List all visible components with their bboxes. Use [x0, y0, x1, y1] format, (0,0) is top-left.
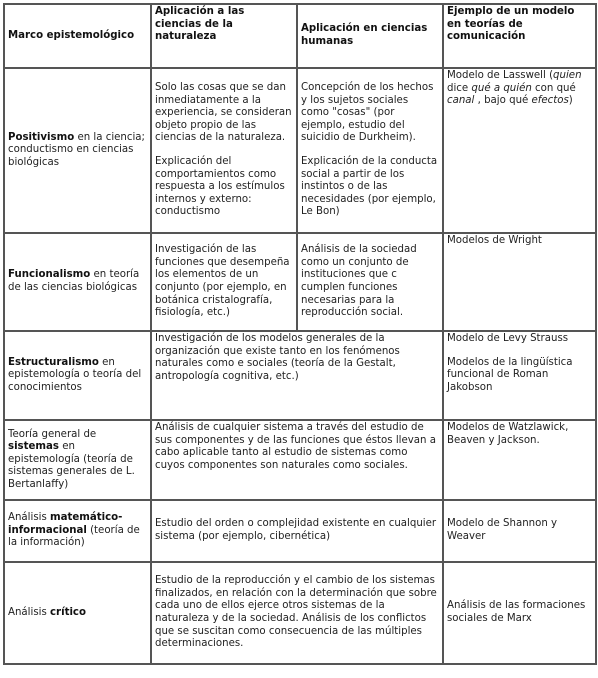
cell-humanas: Análisis de la sociedad como un conjunto de instituciones que c cumplen funciones necesarias para la reproducción social. — [297, 233, 443, 331]
marco-pre: Análisis — [8, 512, 51, 524]
cell-ejemplo: Modelos de Wright — [443, 233, 596, 331]
cell-marco — [4, 420, 151, 500]
table-row — [4, 233, 596, 331]
italic-text: efectos — [531, 95, 569, 107]
header-row — [4, 4, 596, 68]
cell-aplicacion: Investigación de los modelos generales de la organización que existe tanto en los fenómenos naturales como e sociales (teoría de la Gestalt, antropología cognitiva, etc.) — [151, 331, 443, 420]
text: con qué — [531, 82, 576, 94]
cell-ejemplo: Análisis de las formaciones sociales de Marx — [443, 562, 596, 664]
marco-bold: Positivismo — [8, 131, 75, 143]
paragraph: Modelos de la lingüística funcional de Roman Jakobson — [447, 356, 573, 393]
cell-ejemplo: Modelos de Watzlawick, Beaven y Jackson. — [443, 420, 596, 500]
paragraph: Solo las cosas que se dan inmediatamente a la experiencia, se consideran objeto propio de las ciencias de la naturaleza. — [155, 82, 292, 144]
table-row — [4, 562, 596, 664]
text: ) — [568, 95, 573, 107]
marco-rest: (teoría de la información) — [8, 524, 140, 549]
table-row — [4, 68, 596, 233]
text: Modelo de Lasswell ( — [447, 70, 554, 81]
table-container — [3, 3, 597, 665]
cell-marco — [4, 68, 151, 233]
cell-marco — [4, 331, 151, 420]
table-row — [4, 331, 596, 420]
cell-marco — [4, 500, 151, 562]
marco-rest: en la ciencia; conductismo en ciencias biológicas — [8, 131, 145, 168]
paragraph: Modelo de Levy Strauss — [447, 333, 569, 344]
cell-aplicacion: Análisis de cualquier sistema a través del estudio de sus componentes y de las funciones que éstos llevan a cabo aplicable tanto al estudio de sistemas como cuyos componentes son naturales como sociales. — [151, 420, 443, 500]
table-row — [4, 500, 596, 562]
marco-bold: crítico — [50, 606, 86, 618]
text: , bajo qué — [474, 95, 532, 107]
epistemology-table — [3, 3, 597, 665]
italic-text: qué a quién — [471, 82, 532, 94]
marco-rest: en epistemología (teoría de sistemas generales de L. Bertanlaffy) — [8, 441, 135, 490]
marco-bold: matemático-informacional — [8, 512, 123, 536]
cell-ejemplo — [443, 68, 596, 233]
cell-marco — [4, 562, 151, 664]
cell-naturales — [151, 68, 297, 233]
table-row — [4, 420, 596, 500]
marco-bold: sistemas — [8, 441, 59, 453]
cell-ejemplo — [443, 331, 596, 420]
cell-naturales: Investigación de las funciones que desempeña los elementos de un conjunto (por ejemplo, en botánica cristalografía, fisiología, etc.) — [151, 233, 297, 331]
marco-pre: Análisis — [8, 606, 51, 618]
italic-text: canal — [447, 95, 475, 107]
marco-bold: Estructuralismo — [8, 356, 99, 368]
paragraph: Concepción de los hechos y los sujetos sociales como "cosas" (por ejemplo, estudio del suicidio de Durkheim). — [301, 82, 434, 144]
italic-text: quien — [553, 70, 582, 81]
cell-aplicacion: Estudio de la reproducción y el cambio de los sistemas finalizados, en relación con la determinación que sobre cada uno de ellos ejerce otros sistemas de la naturaleza y de la sociedad. Análisis de los conflictos que se suscitan como consecuencia de las múltiples determinaciones. — [151, 562, 443, 664]
header-ejemplo: Ejemplo de un modelo en teorías de comunicación — [443, 4, 596, 68]
paragraph: Explicación de la conducta social a partir de los instintos o de las necesidades (por ejemplo, Le Bon) — [301, 156, 438, 218]
marco-bold: Funcionalismo — [8, 269, 91, 281]
cell-aplicacion: Estudio del orden o complejidad existente en cualquier sistema (por ejemplo, cibernética) — [151, 500, 443, 562]
cell-ejemplo: Modelo de Shannon y Weaver — [443, 500, 596, 562]
paragraph: Explicación del comportamientos como respuesta a los estímulos internos y externo: conductismo — [155, 156, 285, 218]
cell-marco — [4, 233, 151, 331]
marco-rest: en epistemología o teoría del conocimientos — [8, 356, 142, 393]
header-naturales: Aplicación a las ciencias de la naturaleza — [151, 4, 297, 68]
header-marco: Marco epistemológico — [4, 4, 151, 68]
marco-rest: en teoría de las ciencias biológicas — [8, 269, 140, 293]
cell-humanas — [297, 68, 443, 233]
marco-pre: Teoría general de — [8, 428, 97, 440]
header-humanas: Aplicación en ciencias humanas — [297, 4, 443, 68]
text: dice — [447, 82, 472, 94]
